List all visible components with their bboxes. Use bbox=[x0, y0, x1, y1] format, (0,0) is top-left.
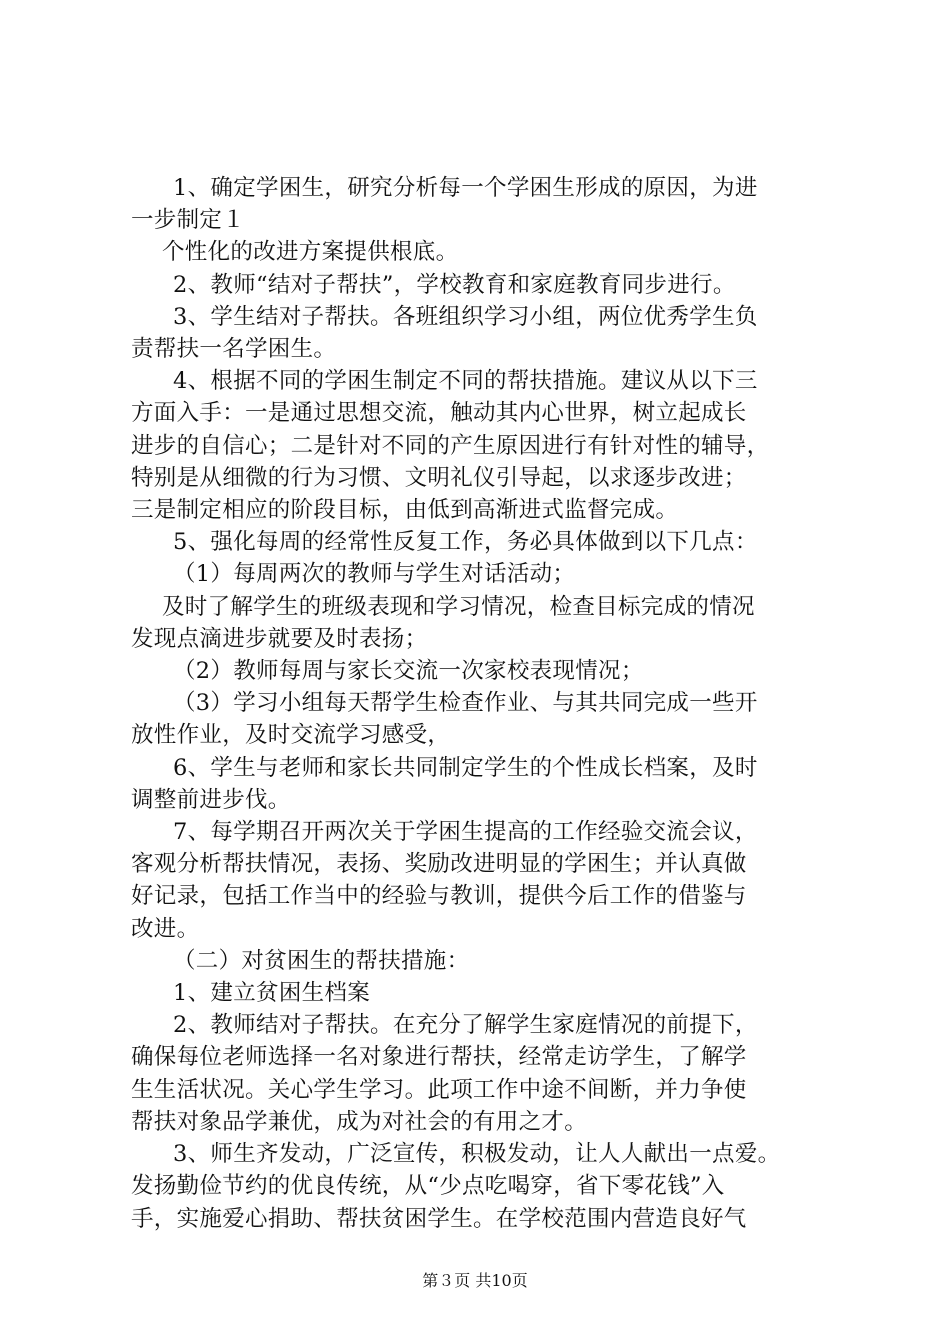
text-line: 7、每学期召开两次关于学困生提高的工作经验交流会议， bbox=[173, 819, 758, 846]
paragraph-12 bbox=[131, 816, 831, 945]
text-line: 5、强化每周的经常性反复工作，务必具体做到以下几点： bbox=[173, 529, 758, 556]
text-line: 改进。 bbox=[131, 915, 200, 942]
section-heading bbox=[131, 945, 831, 977]
paragraph-14 bbox=[131, 977, 831, 1009]
text-line: 方面入手：一是通过思想交流，触动其内心世界，树立起成长 bbox=[131, 400, 747, 427]
paragraph-9 bbox=[131, 655, 831, 687]
paragraph-15 bbox=[131, 1009, 831, 1138]
paragraph-7 bbox=[131, 558, 831, 590]
text-line: 1、建立贫困生档案 bbox=[173, 980, 371, 1007]
text-line: 确保每位老师选择一名对象进行帮扶，经常走访学生，了解学 bbox=[131, 1044, 747, 1071]
text-line: （1）每周两次的教师与学生对话活动； bbox=[173, 561, 576, 588]
text-line: 2、教师结对子帮扶。在充分了解学生家庭情况的前提下， bbox=[173, 1012, 758, 1039]
text-line: （二）对贫困生的帮扶措施： bbox=[173, 947, 470, 974]
paragraph-4 bbox=[131, 301, 831, 365]
page-number-footer: 第３页 共10页 bbox=[422, 1271, 528, 1290]
paragraph-11 bbox=[131, 752, 831, 816]
text-line: 6、学生与老师和家长共同制定学生的个性成长档案，及时 bbox=[173, 754, 758, 781]
text-line: 责帮扶一名学困生。 bbox=[131, 336, 337, 363]
text-line: 3、学生结对子帮扶。各班组织学习小组，两位优秀学生负 bbox=[173, 303, 758, 330]
text-line: 放性作业，及时交流学习感受， bbox=[131, 722, 451, 749]
text-line: 一步制定１ bbox=[131, 207, 246, 234]
paragraph-1 bbox=[131, 172, 831, 236]
text-line: 4、根据不同的学困生制定不同的帮扶措施。建议从以下三 bbox=[173, 368, 758, 395]
text-line: 三是制定相应的阶段目标，由低到高渐进式监督完成。 bbox=[131, 497, 679, 524]
text-line: 进步的自信心；二是针对不同的产生原因进行有针对性的辅导， bbox=[131, 432, 770, 459]
paragraph-3 bbox=[131, 269, 831, 301]
paragraph-10 bbox=[131, 687, 831, 751]
paragraph-5 bbox=[131, 365, 831, 526]
text-line: 帮扶对象品学兼优，成为对社会的有用之才。 bbox=[131, 1108, 588, 1135]
text-line: 1、确定学困生，研究分析每一个学困生形成的原因，为进 bbox=[173, 175, 758, 201]
text-line: 特别是从细微的行为习惯、文明礼仪引导起，以求逐步改进； bbox=[131, 464, 747, 491]
text-line: 生生活状况。关心学生学习。此项工作中途不间断，并力争使 bbox=[131, 1076, 747, 1103]
text-line: 客观分析帮扶情况，表扬、奖励改进明显的学困生；并认真做 bbox=[131, 851, 747, 878]
text-line: （3）学习小组每天帮学生检查作业、与其共同完成一些开 bbox=[173, 690, 758, 717]
text-line: 调整前进步伐。 bbox=[131, 786, 291, 813]
paragraph-6 bbox=[131, 526, 831, 558]
text-line: 发扬勤俭节约的优良传统，从“少点吃喝穿，省下零花钱”入 bbox=[131, 1173, 725, 1200]
text-line: 手，实施爱心捐助、帮扶贫困学生。在学校范围内营造良好气 bbox=[131, 1205, 747, 1232]
text-line: （2）教师每周与家长交流一次家校表现情况； bbox=[173, 658, 644, 685]
paragraph-8 bbox=[131, 591, 831, 655]
text-line: 及时了解学生的班级表现和学习情况，检查目标完成的情况 bbox=[162, 593, 755, 620]
paragraph-2 bbox=[131, 236, 831, 268]
text-line: 个性化的改进方案提供根底。 bbox=[162, 239, 459, 266]
text-line: 好记录，包括工作当中的经验与教训，提供今后工作的借鉴与 bbox=[131, 883, 747, 910]
body-text bbox=[131, 172, 831, 1235]
text-line: 2、教师“结对子帮扶”，学校教育和家庭教育同步进行。 bbox=[173, 271, 736, 298]
text-line: 发现点滴进步就要及时表扬； bbox=[131, 625, 428, 652]
text-line: 3、师生齐发动，广泛宣传，积极发动，让人人献出一点爱。 bbox=[173, 1141, 781, 1168]
paragraph-16 bbox=[131, 1138, 831, 1235]
